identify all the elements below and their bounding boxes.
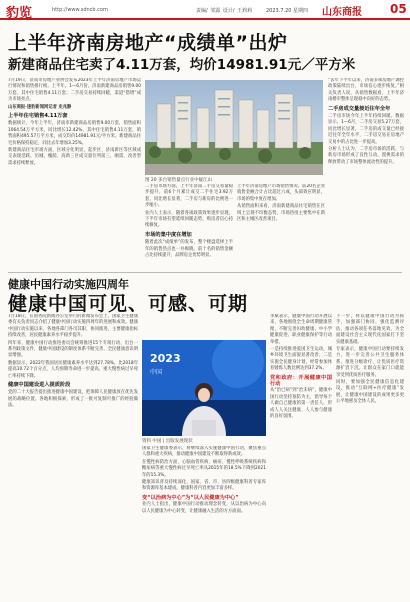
kicker-headline: 健康中国行动实施四周年 (8, 278, 129, 291)
photo-caption: 资料 中国 | 出版发展现状 (142, 439, 193, 444)
newspaper-brand: 山东商报 (322, 7, 362, 18)
story1-column-1 (8, 78, 141, 266)
issue-date: 2023.7.20 星期四 (266, 8, 309, 14)
body-paragraph: 健康知识普及持续深化，国家、省、市、县四级健康科普专家库和资源库基本建成，健康科普内容更加丰富多样。 (142, 480, 266, 492)
story2-column-2 (142, 446, 266, 598)
body-paragraph: 随着此次“成绩单”的发布，整个楼盘选择上半年的销售热点也一并揭晓。前十名的销售金额占比持续提升，品牌房企优势明显。 (145, 240, 233, 259)
section-subhead: 二手房成交量接近往年全年 (328, 105, 391, 112)
conference-photo (142, 340, 266, 436)
story2-column-1 (8, 314, 138, 598)
body-paragraph: 专家表示，健康中国行动要持续发力，进一步完善公共卫生服务体系，推进分级诊疗，让优质医疗资源扩容下沉，让群众在家门口就能享受到优质医疗服务。 (336, 347, 404, 378)
body-paragraph: 一是持续推进爱国卫生运动，城乡环境卫生面貌显著改善；二是实施全民健身计划，经常参加体育锻炼人数比例达到37.2%。 (270, 347, 332, 372)
body-paragraph: 国家卫生健康委表示，将继续深入实施健康中国行动，聚焦重点人群和重大疾病，推动健康中国建设不断取得新成效。 (142, 446, 266, 458)
section-logo: 豹览 (6, 6, 33, 21)
body-paragraph: 上半年济南房地产市场销售情况。前20名企业销售金额合计占比超过六成，头部效应明显，市场的集中度在增加。 (237, 184, 325, 202)
story1-column-2 (145, 184, 233, 270)
subheadline-1: 新建商品住宅卖了4.11万套，均价14981.91元／平方米 (8, 57, 356, 73)
reporter-byline: 山东商报·速豹新闻网记者 史兆静 (8, 104, 72, 110)
body-paragraph: 同时，要加强全民健康信息化建设，推动“互联网+医疗健康”发展，让健康中国建设的成果更多更公平地惠及全体人民。 (336, 380, 404, 405)
body-paragraph: 二手房市场方面，上半年济南二手房交易量稳步提升，前6个月累计成交二手住宅3.92万套，同比增长显著，二手房与新房的比例进一步缩小。 (145, 184, 233, 209)
divider (8, 272, 402, 273)
section-subhead: 市场的集中度在增加 (145, 231, 192, 238)
page-number: 05 (390, 2, 407, 16)
section-subhead: 党和政府：开展健康中国行动 (270, 374, 332, 388)
story1-column-4 (328, 78, 404, 270)
section-subhead: 健康中国建设进入提质阶段 (8, 382, 71, 389)
body-paragraph: “去年下半年以来，济南多项房地产调控政策陆续出台，市场信心逐步恢复。”相关负责人说，从销售数据看，上半年济南楼市整体呈现稳中向好的态势。 (328, 78, 404, 103)
body-paragraph: 在慢性病防治方面，心脑血管疾病、癌症、慢性呼吸系统疾病和糖尿病等重大慢性病过早死亡率从2015年的18.5%下降到2021年的15.3%。 (142, 459, 266, 478)
body-paragraph: 业内人士指出，健康中国行动推动理念转变，从以治病为中心向以人民健康为中心转变，让健康融入生活的方方面面。 (142, 502, 266, 514)
body-paragraph: 李斌表示，健康中国行动开展以来，各地围绕全生命周期健康管理，不断完善妇幼健康、中小学健康促进、职业健康保护等行动举措。 (270, 314, 332, 345)
headline-1: 上半年济南房地产“成绩单”出炉 (8, 32, 288, 54)
headline-2: 健康中国可见、可感、可期 (8, 293, 249, 315)
lead-paragraph: 7月19日，济南市房地产业协会发布2023年上半年济南房地产市场运行情况和销售排行榜。上半年，1—6月份，济南新建商品房销售9.00万套，其中住宅销售4.11万套；二手房交易持续回暖，渠道“搭增”成为市场亮点。 (8, 78, 141, 103)
housing-photo (145, 80, 323, 175)
body-paragraph: 从“治已病”到“治未病”，健康中国行动坚持预防为主，倡导每个人做自己健康的第一责任人，形成人人关注健康、人人参与健康的良好氛围。 (270, 388, 332, 420)
story2-column-3 (270, 314, 332, 598)
editor-credits: 责编/ 邹露 设计/ 王莉莉 (196, 8, 253, 14)
body-paragraph: 二手房市场今年上半年持续回暖。数据显示，1—6月，二手房交易5.27万套，同比增长显著，二手房的成交量已经接近往年全年水平，二手房交易在房地产交易中的占比进一步提高。 (328, 114, 404, 145)
section-subhead: 变“以治病为中心”为“以人民健康为中心” (142, 494, 239, 501)
body-paragraph: 业内人士表示，随着各项政策效果逐步显现，下半年市场有望延续回暖态势，购房者信心持续修复。 (145, 210, 233, 229)
building-rendering-image (145, 80, 323, 175)
body-paragraph: 新建商品住宅市场方面，区域分化明显，起步区、济南新区等区域成交表现活跃，历城、槐荫、高新三区成交量位列前三，刚需、改善型需求持续释放。 (8, 148, 141, 166)
site-url[interactable]: http://www.sdncb.com (52, 7, 108, 13)
body-paragraph: 数据显示，2022年我国居民健康素养水平达到27.78%，比2018年提高10.72个百分点，人均预期寿命进一步提高，重大慢性病过早死亡率持续下降。 (8, 360, 138, 379)
section-subhead: 上半年住宅销售4.11万套 (8, 113, 68, 120)
body-paragraph: 7月18日，在国务院新闻办公室举行的新闻发布会上，国家卫生健康委有关负责同志介绍了健康中国行动实施四周年的进展和成效。健康中国行动实施以来，各地各部门各司其职、协同推进，主要健康指标持续改善，居民健康素养水平稳步提升。 (8, 314, 138, 339)
body-paragraph: 四年来，健康中国行动推进委员会统筹推进15个专项行动，出台一系列政策文件，健康中国建设的制度体系不断完善，全民健康意识明显增强。 (8, 340, 138, 359)
conference-stage-image (142, 340, 266, 436)
story2-column-4 (336, 314, 404, 598)
story1-column-3 (237, 184, 325, 270)
body-paragraph: 从销售面积来看，济南新建商品住宅销售在区域上呈现不均衡态势，市场热度主要集中在新区和主城区改善项目。 (237, 204, 325, 223)
body-paragraph: 下一步，将以健康中国行动为抓手，加强部门协同，强化监测评估，推动各项任务落地见效，为全面建设社会主义现代化国家打下坚实健康基础。 (336, 314, 404, 345)
svg-text:中国: 中国 (150, 369, 163, 376)
body-paragraph: 分析人士认为，二手房市场的活跃，与新房市场形成了良性互动，置换需求的释放带动了市场整体流动性的提升。 (328, 147, 404, 165)
body-paragraph: 数据统计，今年上半年，济南市新建商品房销售9.00万套，销售面积1064.54万平方米，同比增长12.42%，其中住宅销售4.11万套，销售面积495.57万平方米，成交均价14981.91元/平方米。新建商品住宅价格保持稳定，同比去年增加3.25%。 (8, 121, 141, 146)
body-paragraph: 党的二十大报告提出推进健康中国建设，把保障人民健康放在优先发展的战略位置。各地积极探索，形成了一批可复制可推广的经验做法。 (8, 390, 138, 409)
photo-caption: 图 20 多台销售量点行业中疑江山 (145, 178, 213, 183)
svg-text:2023: 2023 (150, 352, 181, 365)
page-header (0, 0, 410, 20)
